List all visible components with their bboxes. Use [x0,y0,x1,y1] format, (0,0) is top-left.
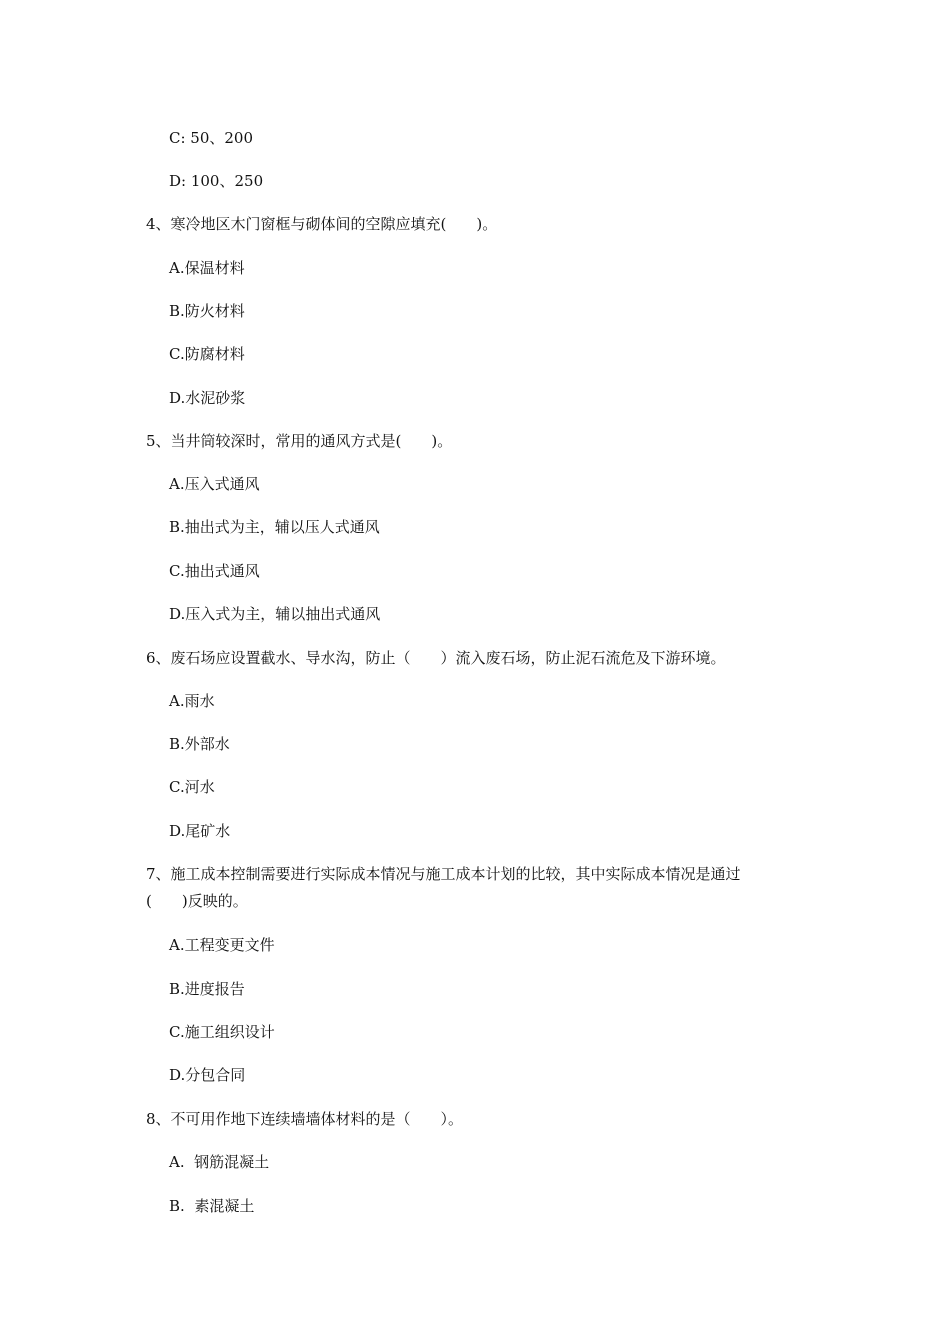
question-line: 4、寒冷地区木门窗框与砌体间的空隙应填充( )。 [146,215,498,233]
question-line: 6、废石场应设置截水、导水沟，防止（ ）流入废石场，防止泥石流危及下游环境。 [146,649,726,667]
option-line: D.分包合同 [169,1066,246,1084]
option-line: D.压入式为主，辅以抽出式通风 [169,605,381,623]
option-line: C.抽出式通风 [169,562,260,580]
question-line: 5、当井筒较深时，常用的通风方式是( )。 [146,432,453,450]
option-line: D.尾矿水 [169,822,231,840]
option-line: C.施工组织设计 [169,1023,275,1041]
option-line: A.雨水 [169,692,215,710]
option-line: B.防火材料 [169,302,245,320]
option-line: B.外部水 [169,735,230,753]
option-line: B.进度报告 [169,980,245,998]
question-line: ( )反映的。 [146,892,248,910]
option-line: A.保温材料 [169,259,245,277]
option-line: D.水泥砂浆 [169,389,246,407]
option-line: C.防腐材料 [169,345,245,363]
question-line: 8、不可用作地下连续墙墙体材料的是（ ）。 [146,1110,464,1128]
option-line: C.河水 [169,778,215,796]
option-line: A. 钢筋混凝土 [169,1153,270,1171]
option-line: D: 100、250 [169,172,264,190]
option-line: B. 素混凝土 [169,1197,255,1215]
option-line: C: 50、200 [169,129,254,147]
option-line: B.抽出式为主，辅以压人式通风 [169,518,380,536]
option-line: A.压入式通风 [169,475,260,493]
question-line: 7、施工成本控制需要进行实际成本情况与施工成本计划的比较，其中实际成本情况是通过 [146,865,741,883]
option-line: A.工程变更文件 [169,936,275,954]
